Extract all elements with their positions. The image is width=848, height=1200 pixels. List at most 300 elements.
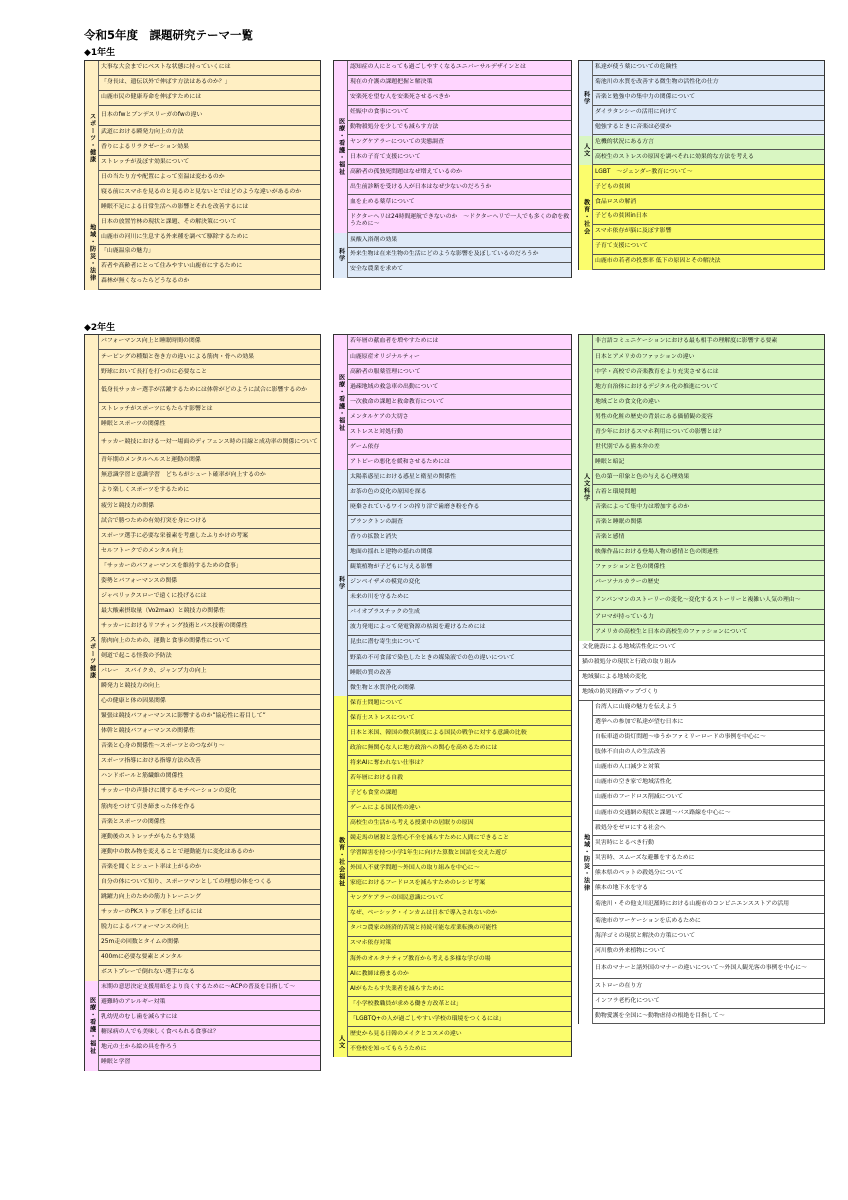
theme-text: 音楽と睡眠の関係 (595, 519, 643, 526)
category-label (334, 61, 348, 233)
theme-row (592, 225, 824, 240)
theme-text: ストローの在り方 (595, 982, 643, 989)
category-group (334, 61, 571, 233)
theme-row (592, 365, 824, 380)
theme-text: 地域猫による地域の変化 (582, 674, 647, 681)
theme-row (98, 200, 320, 215)
theme-row (98, 830, 320, 845)
theme-text: 「LGBTQ+の人が過ごしやすい学校の環境をつくるには」 (350, 1015, 505, 1022)
theme-row (98, 770, 320, 785)
theme-text: 波力発電によって発電資源の枯渇を避けるためには (350, 624, 486, 631)
theme-row (98, 91, 320, 106)
theme-text: 台湾人に山鹿の魅力を伝えよう (595, 704, 678, 711)
category-label-text: 地域・防災・法律 (582, 833, 590, 892)
theme-row (98, 260, 320, 275)
theme-text: 避難時のアレルギー対策 (101, 999, 166, 1006)
theme-text: 音楽とスポーツの関係性 (101, 818, 166, 825)
theme-row (98, 966, 320, 981)
theme-text: 廃棄されているワインの搾り滓で歯磨き粉を作る (350, 504, 480, 511)
theme-text: 武道における瞬発力向上の方法 (101, 129, 184, 136)
theme-row (592, 425, 824, 440)
theme-text: 「小学校教職員が求める働き方改革とは」 (350, 1000, 462, 1007)
theme-row (98, 544, 320, 559)
theme-row (347, 516, 571, 531)
theme-row (592, 776, 824, 791)
theme-row (347, 606, 571, 621)
theme-row (347, 136, 571, 151)
theme-row (579, 656, 824, 671)
theme-row (592, 121, 824, 136)
theme-row (592, 455, 824, 470)
theme-row (592, 591, 824, 611)
category-group (579, 641, 824, 701)
theme-row (347, 922, 571, 937)
category-label (334, 335, 348, 470)
theme-row (347, 91, 571, 106)
theme-row (347, 847, 571, 862)
theme-row (592, 470, 824, 485)
theme-row (98, 1041, 320, 1056)
theme-text: 山鹿市の交通網の現状と課題～バス路線を中心に～ (595, 809, 731, 816)
theme-row (347, 591, 571, 606)
theme-row (347, 952, 571, 967)
theme-row (592, 746, 824, 761)
theme-text: 子どもの貧困 (595, 183, 631, 190)
theme-row (98, 710, 320, 725)
theme-text: バイオプラスチックの生成 (350, 609, 420, 616)
theme-text: 肢体不自由の人の生活改善 (595, 749, 666, 756)
theme-row (98, 350, 320, 365)
theme-row (347, 248, 571, 263)
theme-row (347, 76, 571, 91)
theme-text: 家庭におけるフードロスを減らすためのレシピ考案 (350, 880, 486, 887)
theme-column (578, 334, 825, 1024)
theme-row (347, 907, 571, 922)
theme-text: 過疎地域の救急車の出動について (350, 383, 439, 390)
theme-row (347, 621, 571, 636)
theme-row (592, 821, 824, 836)
theme-text: 山鹿市の若者の投票率 低下の原因とその解決法 (595, 258, 721, 265)
theme-row (347, 636, 571, 651)
theme-row (579, 686, 824, 701)
theme-text: 猫の殺処分の現状と行政の取り組み (582, 659, 677, 666)
theme-row (579, 641, 824, 656)
theme-text: 微生物と水質浄化の関係 (350, 684, 415, 691)
category-label-text: 科学 (582, 91, 590, 106)
category-label (579, 165, 593, 269)
theme-row (592, 896, 824, 914)
theme-text: 子ども食堂の課題 (350, 789, 398, 796)
theme-text: 文化施設による地域活性化について (582, 643, 677, 650)
category-label-text: 地域・防災・法律 (88, 223, 96, 282)
theme-row (347, 892, 571, 907)
theme-row (347, 210, 571, 233)
theme-text: 体幹と競技パフォーマンスの関係性 (101, 728, 195, 735)
theme-row (98, 529, 320, 544)
grade-heading: ◆1年生 (84, 48, 116, 58)
theme-row (592, 516, 824, 531)
theme-text: 子育て支援について (595, 243, 648, 250)
category-label (334, 233, 348, 278)
theme-row (98, 604, 320, 619)
theme-text: 高齢者の孤独死問題はなぜ増えているのか (350, 168, 462, 175)
theme-text: 末期の意思決定支援用紙をより良くするために～ACPの普及を目指して～ (101, 984, 296, 991)
theme-text: 観葉植物が子どもに与える影響 (350, 564, 433, 571)
theme-row (592, 210, 824, 225)
theme-text: 河川敷の外来植物について (595, 947, 666, 954)
theme-row (592, 76, 824, 91)
theme-row (98, 514, 320, 529)
theme-row (98, 215, 320, 230)
theme-row (98, 245, 320, 260)
theme-row (347, 756, 571, 771)
theme-text: 不登校を知ってもらうために (350, 1045, 427, 1052)
category-label (334, 696, 348, 1027)
theme-row (347, 335, 571, 350)
category-group (579, 701, 824, 1025)
theme-row (347, 233, 571, 248)
category-group (579, 165, 824, 269)
theme-row (347, 470, 571, 485)
category-group (85, 981, 320, 1071)
theme-row (592, 240, 824, 255)
theme-row (592, 610, 824, 625)
theme-text: 危機的状況にある方言 (595, 138, 654, 145)
category-group (334, 696, 571, 1027)
theme-text: 疲労と競技力の関係 (101, 502, 155, 509)
theme-text: 運動中の飲み物を変えることで運動能力に変化はあるのか (101, 848, 255, 855)
theme-row (98, 126, 320, 141)
theme-row (98, 275, 320, 290)
theme-text: 睡眠不足による日常生活への影響とそれを改善するには (101, 203, 249, 210)
theme-text: 政治に無関心な人に地方政治への関心を高めるためには (350, 744, 498, 751)
theme-text: 太陽系惑星における惑星と衛星の関係性 (350, 473, 457, 480)
theme-text: ジンベイザメの模覚の変化 (350, 579, 421, 586)
theme-text: アンパンマンのストーリーの変化～変化するストーリーと複雑い人気の理由～ (595, 596, 801, 603)
theme-text: 熊本の地下水を守る (595, 884, 649, 891)
theme-text: 低身長サッカー選手が活躍するためには体幹がどのように試合に影響するのか (101, 387, 308, 394)
theme-row (98, 469, 320, 484)
category-label (334, 1027, 348, 1057)
theme-text: AIがもたらす失業者を減らすために (350, 985, 445, 992)
theme-row (98, 1056, 320, 1071)
theme-text: 筋肉をつけて引き締まった体を作る (101, 803, 196, 810)
theme-row (347, 786, 571, 801)
theme-text: 野球において長打を打つのに必要なこと (101, 368, 208, 375)
theme-row (592, 61, 824, 76)
theme-text: 脱力によるパフォーマンスの向上 (101, 923, 189, 930)
theme-text: 森林が無くなったらどうなるのか (101, 278, 190, 285)
theme-row (98, 380, 320, 403)
theme-text: スポーツ指導における指導方法の改善 (101, 758, 201, 765)
theme-row (592, 561, 824, 576)
theme-text: 「山鹿温泉の魅力」 (101, 248, 155, 255)
theme-text: 日本のfwとブンデスリーガのfwの違い (101, 111, 203, 118)
theme-text: 中学・高校での音楽教育をより充実させるには (595, 368, 719, 375)
theme-text: 日の当たり方や配置によって室温は変わるのか (101, 173, 225, 180)
category-group (85, 215, 320, 290)
theme-text: 音楽を聞くとシュート率は上がるのか (101, 863, 202, 870)
theme-text: 高校生のストレスの原因を調べそれに効果的な方法を考える (595, 153, 754, 160)
theme-row (592, 136, 824, 151)
theme-text: 菊池川の水質を改善する微生物の活性化の仕方 (595, 79, 719, 86)
category-label (579, 61, 593, 136)
theme-row (347, 546, 571, 561)
category-label-text: 科学 (337, 576, 345, 591)
theme-text: 「サッカーのパフォーマンスを維持するための食事」 (101, 562, 242, 569)
theme-text: 大事な大会までにベストな状態に持っていくには (101, 64, 231, 71)
theme-row (592, 979, 824, 994)
theme-row (592, 836, 824, 851)
category-group (334, 470, 571, 696)
theme-row (98, 665, 320, 680)
theme-row (347, 817, 571, 832)
theme-row (347, 180, 571, 195)
category-label (85, 335, 99, 981)
theme-text: 青少年におけるスマホ利用についての影響とは？ (595, 428, 725, 435)
theme-row (98, 695, 320, 710)
theme-text: 山鹿市の河川に生息する外来種を調べて駆除するために (101, 233, 249, 240)
theme-text: 日本の子育て支援について (350, 153, 421, 160)
theme-text: 香りの拡散と消失 (350, 534, 398, 541)
theme-text: 心の健康と体の因果関係 (101, 698, 166, 705)
theme-text: 地方自治体におけるデジタル化の推進について (595, 383, 719, 390)
theme-row (347, 711, 571, 726)
category-label-text: 人文 (582, 143, 590, 158)
theme-row (592, 440, 824, 455)
page-title: 令和5年度 課題研究テーマ一覧 (84, 28, 253, 42)
category-label-text: 教育・社会 (582, 199, 590, 236)
theme-text: 高校生の生活から考える授業中の居眠りの原因 (350, 820, 474, 827)
theme-row (98, 905, 320, 920)
theme-row (98, 106, 320, 126)
theme-text: 糖尿病の人でも美味しく食べられる食事は？ (101, 1029, 219, 1036)
theme-row (347, 121, 571, 136)
theme-text: 未来の川を守るために (350, 594, 409, 601)
theme-row (98, 951, 320, 966)
theme-text: より楽しくスポーツをするために (101, 487, 190, 494)
theme-row (592, 866, 824, 881)
theme-text: ヤングケアラーについての実態調査 (350, 138, 444, 145)
theme-text: 若者や高齢者にとって住みやすい山鹿市にするために (101, 263, 243, 270)
theme-text: 妊娠中の食事について (350, 109, 409, 116)
theme-text: 古着と環境問題 (595, 488, 637, 495)
category-label-text: 医療・看護・福祉 (337, 373, 345, 432)
category-label-text: 科学 (337, 248, 345, 263)
theme-row (347, 651, 571, 666)
theme-text: スポーツ選手に必要な栄養素を考慮したふりかけの考案 (101, 532, 249, 539)
theme-row (592, 701, 824, 716)
theme-row (347, 365, 571, 380)
theme-text: 睡眠の質の改善 (350, 669, 392, 676)
theme-text: 無意識学習と意識学習 どちらがシュート確率が向上するのか (101, 472, 266, 479)
theme-text: ヤングケアラーの国民意識について (350, 895, 444, 902)
theme-row (98, 365, 320, 380)
theme-text: 剣道で起こる怪我の予防法 (101, 653, 172, 660)
theme-text: ストレッチがスポーツにもたらす影響とは (101, 406, 213, 413)
theme-row (347, 425, 571, 440)
theme-text: メンタルケアの大切さ (350, 413, 409, 420)
theme-text: 地面の揺れと建物の揺れの関係 (350, 549, 433, 556)
theme-text: ファッションと色の関係性 (595, 564, 666, 571)
theme-row (347, 395, 571, 410)
theme-text: 音楽によって集中力は増加するのか (595, 504, 690, 511)
theme-text: ストレッチが及ぼす効果について (101, 159, 190, 166)
theme-text: ストレスと対処行動 (350, 428, 403, 435)
theme-row (592, 731, 824, 746)
theme-text: 音楽と心身の関係性～スポーツとのつながり～ (101, 743, 225, 750)
theme-text: 音楽と感情 (595, 534, 625, 541)
theme-text: 若年層の献血者を増やすためには (350, 338, 439, 345)
theme-row (98, 61, 320, 76)
theme-row (347, 937, 571, 952)
theme-row (98, 1011, 320, 1026)
category-label-text: スポーツ・健康 (88, 112, 96, 164)
theme-row (347, 681, 571, 696)
theme-row (347, 150, 571, 165)
theme-row (592, 945, 824, 960)
theme-row (98, 920, 320, 935)
theme-text: アメリカの高校生と日本の高校生のファッションについて (595, 628, 748, 635)
category-label (579, 335, 593, 641)
category-group (579, 335, 824, 641)
theme-row (98, 935, 320, 950)
theme-text: 最大酸素摂取量（Vo2max）と競技力の関係性 (101, 607, 225, 614)
theme-row (347, 1012, 571, 1027)
theme-text: 私達が使う薬についての危険性 (595, 64, 678, 71)
theme-text: 高齢者の服薬管理について (350, 368, 421, 375)
theme-text: 運動後のストレッチがもたらす効果 (101, 833, 196, 840)
theme-row (592, 851, 824, 866)
theme-row (592, 576, 824, 591)
theme-text: 選挙への参加で私達が望む日本に (595, 719, 684, 726)
theme-text: 外国人不就学問題～外国人の取り組みを中心に～ (350, 865, 480, 872)
theme-row (347, 696, 571, 711)
theme-row (98, 996, 320, 1011)
theme-column (84, 60, 321, 290)
theme-text: なぜ、ベーシック・インカムは日本で導入されないのか (350, 910, 497, 917)
category-group (579, 136, 824, 166)
theme-row (98, 589, 320, 604)
theme-row (347, 1042, 571, 1057)
theme-text: 山鹿市の空き家で地域活性化 (595, 779, 672, 786)
theme-row (98, 650, 320, 665)
theme-row (98, 433, 320, 454)
theme-row (347, 771, 571, 786)
theme-row (98, 785, 320, 800)
category-label-text: スポーツ健康 (88, 636, 96, 680)
theme-row (592, 91, 824, 106)
theme-text: ダイラタンシーの活用に向けて (595, 109, 678, 116)
theme-column (84, 334, 321, 1071)
theme-row (592, 255, 824, 270)
category-group (334, 1027, 571, 1057)
theme-text: テーピングの種類と巻き方の違いによる筋肉・骨への効果 (101, 353, 255, 360)
theme-row (347, 195, 571, 210)
theme-text: 災害時、スムーズな避難をするために (595, 854, 695, 861)
theme-text: 跳躍力向上のための筋力トレーニング (101, 893, 202, 900)
theme-text: 25m走の回数とタイムの関係 (101, 938, 179, 945)
theme-text: 地域ごとの食文化の違い (595, 398, 660, 405)
theme-row (347, 165, 571, 180)
theme-text: 姿勢とパフォーマンスの関係 (101, 577, 178, 584)
theme-text: 乳幼児のむし歯を減らすには (101, 1014, 178, 1021)
theme-row (347, 982, 571, 997)
theme-text: パフォーマンス向上と睡眠時間の関係 (101, 338, 201, 345)
theme-row (347, 455, 571, 470)
theme-text: 競走馬の屠殺と急性心不全を減らすために人間にできること (350, 835, 510, 842)
theme-column (333, 60, 572, 278)
theme-text: 映像作品における登場人物の感情と色の関連性 (595, 549, 719, 556)
theme-text: 色の第一印象と色の与える心理効果 (595, 473, 690, 480)
theme-row (98, 574, 320, 589)
theme-text: 非言語コミュニケーションにおける最も相手の理解度に影響する要素 (595, 338, 778, 345)
theme-row (347, 726, 571, 741)
theme-text: スマホ依存対策 (350, 940, 392, 947)
theme-row (592, 106, 824, 121)
theme-text: 日本とアメリカのファッションの違い (595, 353, 695, 360)
theme-row (347, 1027, 571, 1042)
theme-text: 現在の介護の課題把握と解決策 (350, 79, 433, 86)
theme-text: 山鹿原産オリジナルティー (350, 353, 420, 360)
theme-text: 男性の化粧の歴史の背景にある価値観の変容 (595, 413, 713, 420)
theme-row (347, 485, 571, 500)
theme-row (592, 914, 824, 929)
theme-text: ボストプレーで倒れない選手になる (101, 969, 195, 976)
category-label (85, 61, 99, 215)
theme-row (592, 791, 824, 806)
theme-row (347, 877, 571, 892)
theme-text: 子どもの貧困in日本 (595, 213, 648, 220)
theme-column (578, 60, 825, 270)
theme-text: 野菜の不可食部で染色したときの媒染液での色の違いについて (350, 654, 515, 661)
theme-text: 海外のオルタナティブ教育から考える多様な学びの場 (350, 955, 491, 962)
theme-row (592, 165, 824, 180)
theme-text: 勉強するときに音楽は必要か (595, 124, 672, 130)
theme-row (347, 561, 571, 576)
theme-row (98, 403, 320, 418)
theme-row (592, 761, 824, 776)
theme-text: アトピーの悪化を緩和させるためには (350, 458, 450, 465)
theme-row (98, 815, 320, 830)
theme-row (347, 832, 571, 847)
theme-row (347, 501, 571, 516)
theme-text: 動物愛護を全国に～動物虐待の根絶を目指して～ (595, 1012, 725, 1019)
theme-row (347, 862, 571, 877)
theme-row (592, 335, 824, 350)
category-label (579, 136, 593, 166)
theme-column (333, 334, 572, 1057)
theme-row (347, 802, 571, 817)
theme-text: 若年層における自殺 (350, 774, 404, 781)
theme-row (347, 106, 571, 121)
theme-text: 筋肉向上のための、運動と食事の関係性について (101, 637, 231, 644)
grade-heading: ◆2年生 (84, 323, 116, 333)
theme-text: 「身長は、遺伝以外で伸ばす方法はあるのか？」 (101, 79, 231, 86)
theme-row (347, 576, 571, 591)
theme-text: 睡眠とスポーツの関係性 (101, 421, 166, 428)
theme-row (592, 501, 824, 516)
theme-row (98, 890, 320, 905)
theme-row (98, 860, 320, 875)
theme-row (98, 800, 320, 815)
theme-text: 安全な農業を求めて (350, 266, 404, 273)
theme-text: 災害時にとるべき行動 (595, 839, 654, 846)
category-label (85, 981, 99, 1071)
theme-row (592, 380, 824, 395)
theme-row (592, 410, 824, 425)
theme-text: LGBT ～ジェンダー教育について～ (595, 168, 693, 175)
